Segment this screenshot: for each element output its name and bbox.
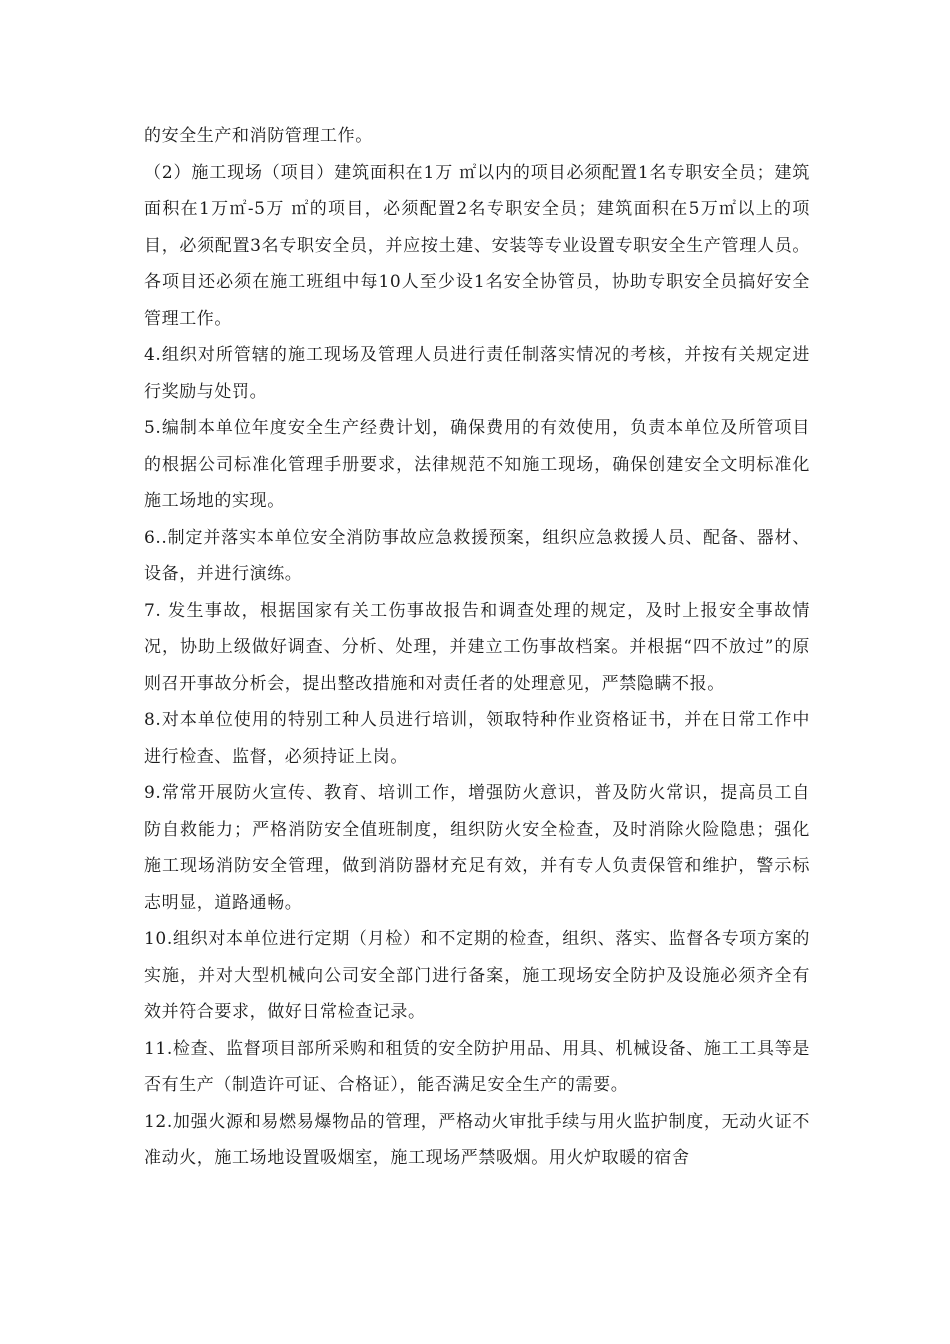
paragraph-item-4: 4.组织对所管辖的施工现场及管理人员进行责任制落实情况的考核，并按有关规定进行奖励与处罚。	[144, 345, 810, 402]
paragraph-continuation: 的安全生产和消防管理工作。	[144, 126, 373, 146]
paragraph-item-5: 5.编制本单位年度安全生产经费计划，确保费用的有效使用，负责本单位及所管项目的根据公司标准化管理手册要求，法律规范不知施工现场，确保创建安全文明标准化施工场地的实现。	[144, 418, 810, 511]
paragraph-item-6: 6..制定并落实本单位安全消防事故应急救援预案，组织应急救援人员、配备、器材、设备，并进行演练。	[144, 527, 810, 584]
paragraph-item-10: 10.组织对本单位进行定期（月检）和不定期的检查，组织、落实、监督各专项方案的实施，并对大型机械向公司安全部门进行备案，施工现场安全防护及设施必须齐全有效并符合要求，做好日常检查记录。	[144, 929, 810, 1022]
paragraph-item-12: 12.加强火源和易燃易爆物品的管理，严格动火审批手续与用火监护制度，无动火证不准动火，施工场地设置吸烟室，施工现场严禁吸烟。用火炉取暖的宿舍	[144, 1111, 810, 1168]
paragraph-item-8: 8.对本单位使用的特别工种人员进行培训，领取特种作业资格证书，并在日常工作中进行检查、监督，必须持证上岗。	[144, 710, 810, 767]
document-body	[144, 118, 810, 1177]
paragraph-item-7: 7. 发生事故，根据国家有关工伤事故报告和调查处理的规定，及时上报安全事故情况，协助上级做好调查、分析、处理，并建立工伤事故档案。并根据“四不放过”的原则召开事故分析会，提出整改措施和对责任者的处理意见，严禁隐瞒不报。	[144, 600, 810, 694]
paragraph-item-2-staffing: （2）施工现场（项目）建筑面积在1万 ㎡以内的项目必须配置1名专职安全员；建筑面积在1万㎡-5万 ㎡的项目，必须配置2名专职安全员；建筑面积在5万㎡以上的项目，必须配置3名专职安全员，并应按土建、安装等专业设置专职安全生产管理人员。各项目还必须在施工班组中每10人至少设1名安全协管员，协助专职安全员搞好安全管理工作。	[144, 162, 810, 329]
paragraph-item-11: 11.检查、监督项目部所采购和租赁的安全防护用品、用具、机械设备、施工工具等是否有生产（制造许可证、合格证），能否满足安全生产的需要。	[144, 1038, 810, 1095]
paragraph-item-9: 9.常常开展防火宣传、教育、培训工作，增强防火意识，普及防火常识，提高员工自防自救能力；严格消防安全值班制度，组织防火安全检查，及时消除火险隐患；强化施工现场消防安全管理，做到消防器材充足有效，并有专人负责保管和维护，警示标志明显，道路通畅。	[144, 783, 810, 913]
